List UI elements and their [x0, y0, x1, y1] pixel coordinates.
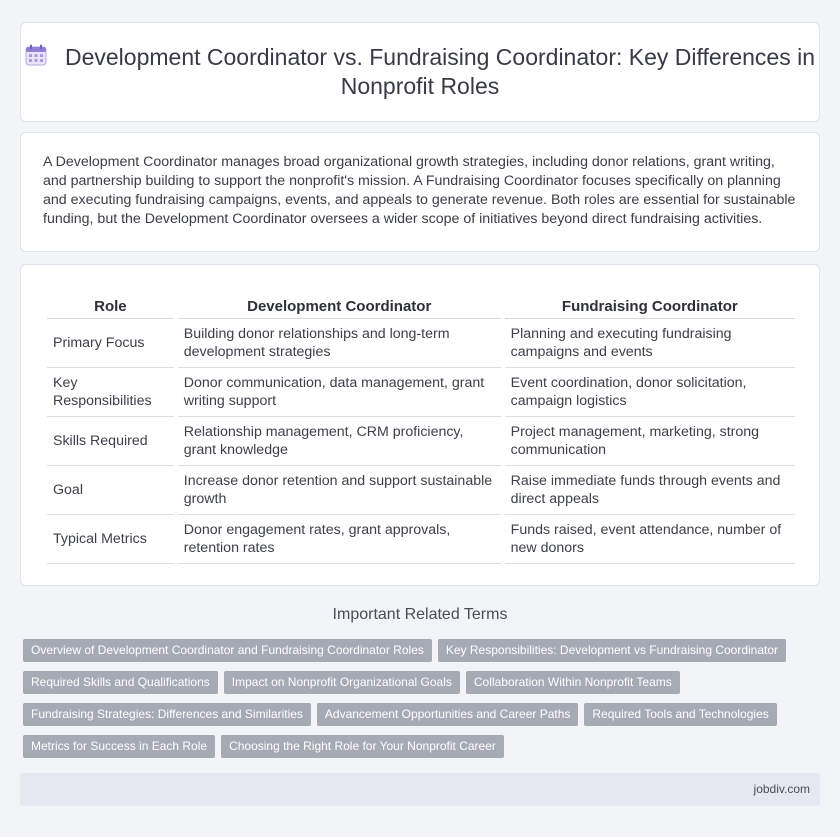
development-cell: Donor engagement rates, grant approvals, retention rates: [178, 515, 501, 564]
header-role: Role: [47, 295, 174, 319]
table-row: [47, 515, 795, 564]
page-title-wrap: [21, 43, 819, 101]
related-term-tag[interactable]: Impact on Nonprofit Organizational Goals: [224, 671, 460, 694]
comparison-card: [20, 264, 820, 586]
header-fundraising-coordinator: Fundraising Coordinator: [505, 295, 795, 319]
related-term-tag[interactable]: Overview of Development Coordinator and Fundraising Coordinator Roles: [23, 639, 432, 662]
title-card: [20, 22, 820, 122]
related-term-tag[interactable]: Fundraising Strategies: Differences and Similarities: [23, 703, 311, 726]
footer: [20, 773, 820, 806]
header-development-coordinator: Development Coordinator: [178, 295, 501, 319]
row-label: Key Responsibilities: [47, 368, 174, 417]
calendar-icon: [25, 44, 47, 66]
related-term-tag[interactable]: Metrics for Success in Each Role: [23, 735, 215, 758]
table-row: [47, 466, 795, 515]
footer-site-link[interactable]: jobdiv.com: [753, 782, 810, 796]
development-cell: Building donor relationships and long-term development strategies: [178, 319, 501, 368]
table-row: [47, 319, 795, 368]
tag-row: [23, 735, 823, 767]
related-term-tag[interactable]: Key Responsibilities: Development vs Fundraising Coordinator: [438, 639, 786, 662]
related-term-tag[interactable]: Required Tools and Technologies: [584, 703, 776, 726]
intro-paragraph: A Development Coordinator manages broad organizational growth strategies, including donor relations, grant writing, and partnership building to support the nonprofit's mission. A Fundraising Coordinator focuses specifically on planning and executing fundraising campaigns, events, and appeals to generate revenue. Both roles are essential for sustainable funding, but the Development Coordinator oversees a wider scope of initiatives beyond direct fundraising activities.: [43, 154, 796, 227]
development-cell: Relationship management, CRM proficiency, grant knowledge: [178, 417, 501, 466]
related-term-tag[interactable]: Required Skills and Qualifications: [23, 671, 218, 694]
row-label: Skills Required: [47, 417, 174, 466]
tag-row: [23, 639, 823, 671]
row-label: Primary Focus: [47, 319, 174, 368]
fundraising-cell: Raise immediate funds through events and direct appeals: [505, 466, 795, 515]
development-cell: Donor communication, data management, grant writing support: [178, 368, 501, 417]
related-term-tag[interactable]: Advancement Opportunities and Career Paths: [317, 703, 578, 726]
table-row: [47, 368, 795, 417]
related-terms-list: [23, 639, 823, 767]
tag-row: [23, 671, 823, 703]
fundraising-cell: Event coordination, donor solicitation, campaign logistics: [505, 368, 795, 417]
related-terms-heading: Important Related Terms: [332, 606, 508, 623]
tag-row: [23, 703, 823, 735]
page-title: Development Coordinator vs. Fundraising Coordinator: Key Differences in Nonprofit Roles: [64, 44, 815, 99]
table-header-row: [47, 295, 795, 319]
related-term-tag[interactable]: Choosing the Right Role for Your Nonprofit Career: [221, 735, 504, 758]
table-row: [47, 417, 795, 466]
row-label: Typical Metrics: [47, 515, 174, 564]
row-label: Goal: [47, 466, 174, 515]
fundraising-cell: Project management, marketing, strong communication: [505, 417, 795, 466]
related-term-tag[interactable]: Collaboration Within Nonprofit Teams: [466, 671, 680, 694]
intro-card: [20, 132, 820, 252]
fundraising-cell: Funds raised, event attendance, number of new donors: [505, 515, 795, 564]
fundraising-cell: Planning and executing fundraising campaigns and events: [505, 319, 795, 368]
comparison-table: [43, 295, 799, 564]
development-cell: Increase donor retention and support sustainable growth: [178, 466, 501, 515]
